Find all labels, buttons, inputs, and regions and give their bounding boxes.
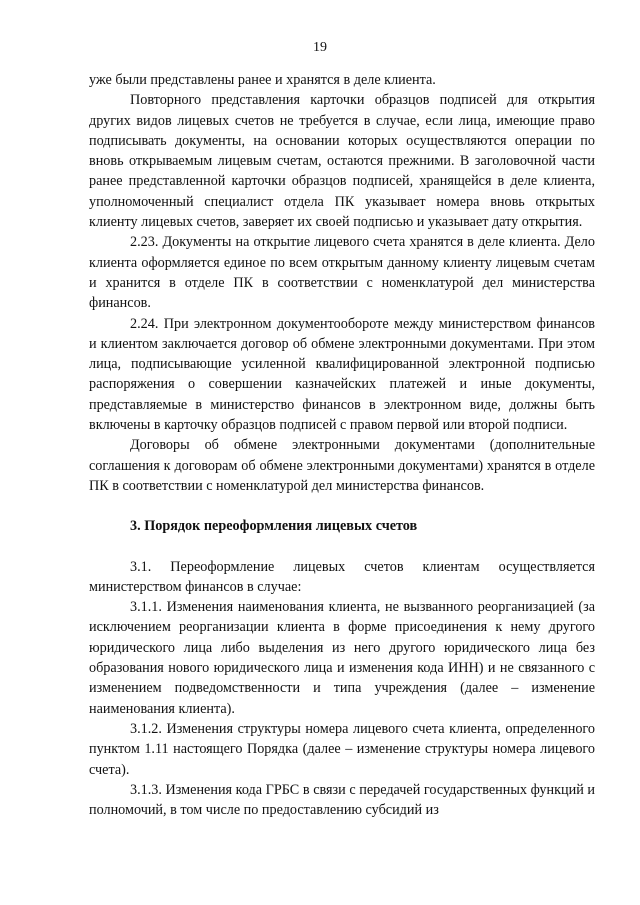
paragraph-2-23: 2.23. Документы на открытие лицевого счета хранятся в деле клиента. Дело клиента оформляется единое по всем открытым данному клиенту лицевым счетам и хранится в отделе ПК в соответствии с номенклатурой дел министерства финансов. [89, 234, 595, 312]
paragraph-continuation: уже были представлены ранее и хранятся в деле клиента. [89, 72, 436, 88]
paragraph-2-24: 2.24. При электронном документообороте между министерством финансов и клиентом заключается договор об обмене электронными документами. При этом лица, подписывающие усиленной квалифицированной электронной подписью распоряжения о совершении казначейских платежей и иные документы, представляемые в министерство финансов в электронном виде, должны быть включены в карточку образцов подписей с правом первой или второй подписи. [89, 315, 595, 434]
paragraph-exchange-agreements: Договоры об обмене электронными документами (дополнительные соглашения к договорам об обмене электронными документами) хранятся в отделе ПК в соответствии с номенклатурой дел министерства финансов. [89, 437, 595, 494]
paragraph-3-1-2: 3.1.2. Изменения структуры номера лицевого счета клиента, определенного пунктом 1.11 настоящего Порядка (далее – изменение структуры номера лицевого счета). [89, 720, 595, 778]
document-body [89, 70, 595, 820]
paragraph-3-1: 3.1. Переоформление лицевых счетов клиентам осуществляется министерством финансов в случае: [89, 558, 595, 595]
page-number: 19 [313, 40, 327, 55]
section-heading: 3. Порядок переоформления лицевых счетов [130, 518, 418, 535]
paragraph-signature-card: Повторного представления карточки образцов подписей для открытия других видов лицевых счетов не требуется в случае, если лица, имеющие право подписывать документы, на основании которых осуществляются операции по вновь открываемым лицевым счетам, остаются прежними. В заголовочной части ранее представленной карточки образцов подписей, хранящейся в деле клиента, уполномоченный специалист отдела ПК указывает номера вновь открытых клиенту лицевых счетов, заверяет их своей подписью и указывает дату открытия. [89, 92, 595, 231]
paragraph-3-1-1: 3.1.1. Изменения наименования клиента, не вызванного реорганизацией (за исключением реорганизации клиента в форме присоединения к нему другого юридического лица либо выделения из него другого юридического лица без образования нового юридического лица и изменения кода ИНН) и не связанного с изменением подведомственности и типа учреждения (далее – изменение наименования клиента). [89, 599, 595, 717]
paragraph-3-1-3: 3.1.3. Изменения кода ГРБС в связи с передачей государственных функций и полномочий, в том числе по предоставлению субсидий из [89, 781, 595, 819]
